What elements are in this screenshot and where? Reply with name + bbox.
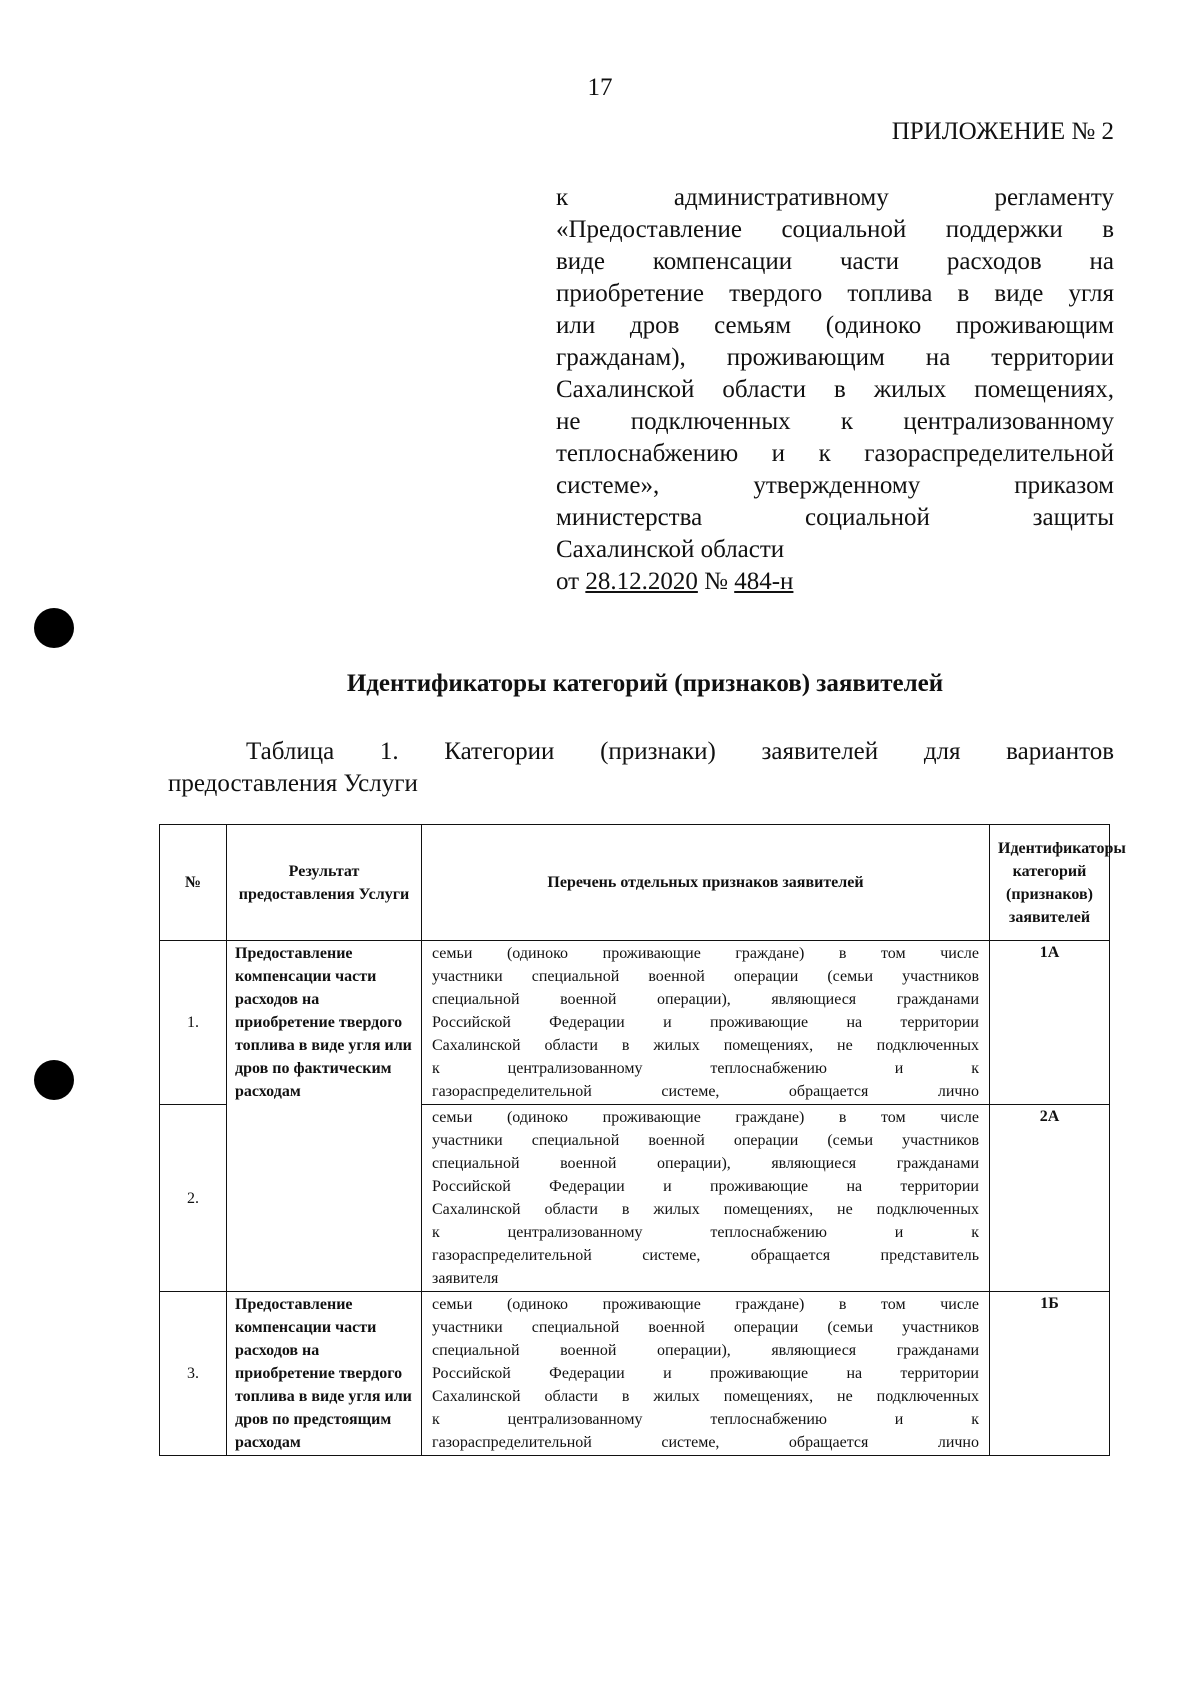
feature-line: газораспределительной системе, обращается представитель [432, 1247, 979, 1264]
column-header-number: № [160, 825, 227, 941]
order-reference [556, 566, 1114, 598]
preamble-line: не подключенных к централизованному [556, 408, 1114, 435]
applicant-features [422, 1292, 990, 1456]
applicant-features [422, 941, 990, 1105]
category-identifier: 1Б [990, 1292, 1110, 1456]
order-number-sign: № [697, 568, 735, 595]
feature-line: специальной военной операции), являющиеся гражданами [432, 991, 979, 1008]
feature-line: специальной военной операции), являющиеся гражданами [432, 1155, 979, 1172]
punch-hole-mark [34, 1060, 74, 1100]
order-prefix: от [556, 568, 586, 595]
preamble-line: к административному регламенту [556, 184, 1114, 211]
section-heading: Идентификаторы категорий (признаков) заявителей [346, 670, 944, 697]
column-header-result: Результат предоставления Услуги [227, 825, 422, 941]
feature-line: газораспределительной системе, обращается лично [432, 1083, 979, 1100]
feature-line: Сахалинской области в жилых помещениях, не подключенных [432, 1201, 979, 1218]
service-result: Предоставление компенсации части расходов на приобретение твердого топлива в виде угля или дров по фактическим расходам [227, 941, 422, 1292]
table-header-row [160, 825, 1110, 941]
table-caption [168, 736, 1114, 800]
feature-line: Российской Федерации и проживающие на территории [432, 1178, 979, 1195]
table-caption-line: предоставления Услуги [168, 770, 418, 797]
punch-hole-mark [34, 608, 74, 648]
category-identifier: 1А [990, 941, 1110, 1105]
appendix-title: ПРИЛОЖЕНИЕ № 2 [891, 118, 1114, 145]
preamble-line: или дров семьям (одиноко проживающим [556, 312, 1114, 339]
feature-line: семьи (одиноко проживающие граждане) в том числе [432, 1296, 979, 1313]
row-number: 3. [160, 1292, 227, 1456]
table-row [160, 1292, 1110, 1456]
feature-line: семьи (одиноко проживающие граждане) в том числе [432, 1109, 979, 1126]
feature-line: участники специальной военной операции (семьи участников [432, 968, 979, 985]
feature-line: Российской Федерации и проживающие на территории [432, 1365, 979, 1382]
preamble-line: Сахалинской области [556, 536, 785, 563]
applicant-categories-table [159, 824, 1126, 1456]
feature-line: к централизованному теплоснабжению и к [432, 1224, 979, 1241]
row-number: 2. [160, 1105, 227, 1292]
order-date: 28.12.2020 [585, 568, 698, 595]
preamble-line: «Предоставление социальной поддержки в [556, 216, 1114, 243]
feature-line: специальной военной операции), являющиеся гражданами [432, 1342, 979, 1359]
feature-line: участники специальной военной операции (семьи участников [432, 1132, 979, 1149]
feature-line: семьи (одиноко проживающие граждане) в том числе [432, 945, 979, 962]
applicant-features [422, 1105, 990, 1292]
table-caption-line: Таблица 1. Категории (признаки) заявителей для вариантов [246, 738, 1114, 765]
category-identifier: 2А [990, 1105, 1110, 1292]
table-row [160, 941, 1110, 1105]
feature-line: заявителя [432, 1270, 499, 1287]
feature-line: к централизованному теплоснабжению и к [432, 1060, 979, 1077]
preamble-line: приобретение твердого топлива в виде угля [556, 280, 1114, 307]
feature-line: к централизованному теплоснабжению и к [432, 1411, 979, 1428]
preamble-line: Сахалинской области в жилых помещениях, [556, 376, 1114, 403]
feature-line: Российской Федерации и проживающие на территории [432, 1014, 979, 1031]
service-result: Предоставление компенсации части расходов на приобретение твердого топлива в виде угля или дров по предстоящим расходам [227, 1292, 422, 1456]
feature-line: газораспределительной системе, обращается лично [432, 1434, 979, 1451]
column-header-identifiers: Идентификаторы категорий (признаков) заявителей [990, 825, 1110, 941]
feature-line: Сахалинской области в жилых помещениях, не подключенных [432, 1037, 979, 1054]
preamble-line: виде компенсации части расходов на [556, 248, 1114, 275]
order-number: 484-н [734, 568, 794, 595]
appendix-preamble [556, 182, 1114, 598]
preamble-line: системе», утвержденному приказом [556, 472, 1114, 499]
feature-line: участники специальной военной операции (семьи участников [432, 1319, 979, 1336]
preamble-line: теплоснабжению и к газораспределительной [556, 440, 1114, 467]
row-number: 1. [160, 941, 227, 1105]
preamble-line: министерства социальной защиты [556, 504, 1114, 531]
feature-line: Сахалинской области в жилых помещениях, не подключенных [432, 1388, 979, 1405]
column-header-features: Перечень отдельных признаков заявителей [422, 825, 990, 941]
preamble-line: гражданам), проживающим на территории [556, 344, 1114, 371]
page-number: 17 [587, 74, 613, 101]
